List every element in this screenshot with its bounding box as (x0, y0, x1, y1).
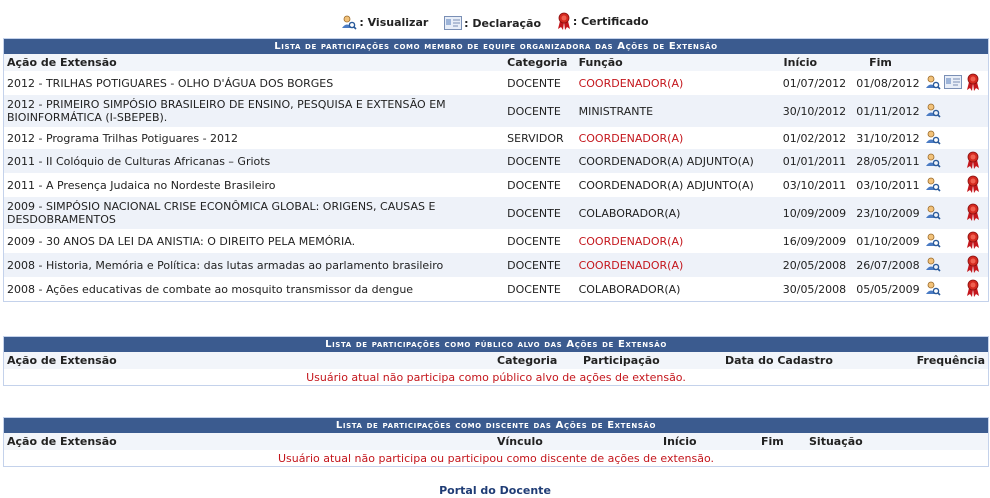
cell-acao: 2012 - Programa Trilhas Potiguares - 2012 (4, 127, 504, 149)
cell-actions (923, 197, 988, 229)
view-user-icon[interactable] (923, 232, 943, 251)
cell-categoria: DOCENTE (504, 253, 575, 277)
cell-acao: 2012 - PRIMEIRO SIMPÓSIO BRASILEIRO DE ENSINO, PESQUISA E EXTENSÃO EM BIOINFORMÁTICA (I-SBEPEB). (4, 95, 504, 127)
table-row (4, 173, 988, 197)
legend-certificado (557, 12, 649, 30)
legend-declaracao-label: : Declaração (464, 16, 542, 30)
col-fim: Fim (758, 433, 806, 450)
cell-funcao: COORDENADOR(A) (576, 253, 770, 277)
table-row (4, 71, 988, 95)
cell-funcao: COLABORADOR(A) (576, 277, 770, 301)
cell-funcao: COORDENADOR(A) (576, 229, 770, 253)
col-acao: Ação de Extensão (4, 352, 494, 369)
table-row (4, 197, 988, 229)
cell-inicio: 01/02/2012 (770, 127, 850, 149)
table-row (4, 229, 988, 253)
cell-acao: 2012 - TRILHAS POTIGUARES - OLHO D'ÁGUA DOS BORGES (4, 71, 504, 95)
col-categoria: Categoria (494, 352, 580, 369)
col-situacao: Situação (806, 433, 988, 450)
view-user-icon[interactable] (923, 129, 943, 148)
publico-table (4, 352, 988, 385)
portal-docente-link[interactable]: Portal do Docente (439, 484, 551, 497)
organizadora-caption: Lista de participações como membro de equipe organizadora das Ações de Extensão (4, 39, 988, 54)
cell-inicio: 30/10/2012 (770, 95, 850, 127)
discente-empty-message: Usuário atual não participa ou participou como discente de ações de extensão. (4, 450, 988, 466)
view-user-icon (341, 14, 357, 30)
cell-funcao: MINISTRANTE (576, 95, 770, 127)
cell-actions (923, 229, 988, 253)
discente-caption: Lista de participações como discente das Ações de Extensão (4, 418, 988, 433)
table-row (4, 127, 988, 149)
view-user-icon[interactable] (923, 152, 943, 171)
view-user-icon[interactable] (923, 102, 943, 121)
cell-funcao: COLABORADOR(A) (576, 197, 770, 229)
cell-fim: 01/08/2012 (849, 71, 922, 95)
view-user-icon[interactable] (923, 280, 943, 299)
cell-inicio: 01/01/2011 (770, 149, 850, 173)
cell-fim: 31/10/2012 (849, 127, 922, 149)
cell-actions (923, 149, 988, 173)
icon-legend (0, 12, 990, 33)
certificate-ribbon-icon[interactable] (963, 73, 983, 94)
col-vinculo: Vínculo (494, 433, 660, 450)
cell-fim: 01/10/2009 (849, 229, 922, 253)
cell-fim: 01/11/2012 (849, 95, 922, 127)
col-actions (923, 54, 988, 71)
cell-acao: 2008 - Historia, Memória e Política: das lutas armadas ao parlamento brasileiro (4, 253, 504, 277)
declaration-card-icon (444, 16, 462, 30)
discente-list (3, 417, 989, 467)
cell-categoria: DOCENTE (504, 149, 575, 173)
view-user-icon[interactable] (923, 256, 943, 275)
cell-acao: 2009 - 30 ANOS DA LEI DA ANISTIA: O DIREITO PELA MEMÓRIA. (4, 229, 504, 253)
col-data-cadastro: Data do Cadastro (722, 352, 890, 369)
certificate-ribbon-icon[interactable] (963, 203, 983, 224)
col-inicio: Início (660, 433, 758, 450)
cell-fim: 23/10/2009 (849, 197, 922, 229)
cell-inicio: 03/10/2011 (770, 173, 850, 197)
cell-inicio: 16/09/2009 (770, 229, 850, 253)
cell-funcao: COORDENADOR(A) ADJUNTO(A) (576, 173, 770, 197)
cell-funcao: COORDENADOR(A) (576, 127, 770, 149)
col-categoria: Categoria (504, 54, 575, 71)
cell-fim: 05/05/2009 (849, 277, 922, 301)
certificate-ribbon-icon (557, 12, 571, 30)
col-inicio: Início (770, 54, 850, 71)
legend-visualizar (341, 14, 428, 30)
cell-actions (923, 95, 988, 127)
cell-funcao: COORDENADOR(A) (576, 71, 770, 95)
cell-actions (923, 277, 988, 301)
cell-fim: 28/05/2011 (849, 149, 922, 173)
certificate-ribbon-icon[interactable] (963, 151, 983, 172)
publico-list (3, 336, 989, 386)
table-row (4, 253, 988, 277)
table-row (4, 149, 988, 173)
publico-empty-message: Usuário atual não participa como público alvo de ações de extensão. (4, 369, 988, 385)
cell-actions (923, 127, 988, 149)
view-user-icon[interactable] (923, 176, 943, 195)
discente-table (4, 433, 988, 466)
cell-acao: 2011 - A Presença Judaica no Nordeste Brasileiro (4, 173, 504, 197)
cell-funcao: COORDENADOR(A) ADJUNTO(A) (576, 149, 770, 173)
cell-actions (923, 173, 988, 197)
cell-categoria: DOCENTE (504, 95, 575, 127)
cell-actions (923, 71, 988, 95)
cell-categoria: SERVIDOR (504, 127, 575, 149)
cell-acao: 2008 - Ações educativas de combate ao mosquito transmissor da dengue (4, 277, 504, 301)
view-user-icon[interactable] (923, 204, 943, 223)
col-acao: Ação de Extensão (4, 54, 504, 71)
cell-fim: 26/07/2008 (849, 253, 922, 277)
certificate-ribbon-icon[interactable] (963, 255, 983, 276)
cell-inicio: 20/05/2008 (770, 253, 850, 277)
legend-declaracao (444, 16, 541, 30)
cell-categoria: DOCENTE (504, 229, 575, 253)
cell-actions (923, 253, 988, 277)
declaration-card-icon[interactable] (943, 75, 963, 92)
cell-categoria: DOCENTE (504, 71, 575, 95)
organizadora-table (4, 54, 988, 301)
publico-caption: Lista de participações como público alvo das Ações de Extensão (4, 337, 988, 352)
certificate-ribbon-icon[interactable] (963, 279, 983, 300)
col-acao: Ação de Extensão (4, 433, 494, 450)
certificate-ribbon-icon[interactable] (963, 175, 983, 196)
table-row (4, 95, 988, 127)
cell-inicio: 10/09/2009 (770, 197, 850, 229)
cell-categoria: DOCENTE (504, 197, 575, 229)
cell-inicio: 01/07/2012 (770, 71, 850, 95)
organizadora-list (3, 38, 989, 302)
col-participacao: Participação (580, 352, 722, 369)
cell-acao: 2009 - SIMPÓSIO NACIONAL CRISE ECONÔMICA GLOBAL: ORIGENS, CAUSAS E DESDOBRAMENTOS (4, 197, 504, 229)
col-frequencia: Frequência (890, 352, 988, 369)
cell-inicio: 30/05/2008 (770, 277, 850, 301)
col-funcao: Função (576, 54, 770, 71)
legend-visualizar-label: : Visualizar (359, 15, 429, 29)
table-row (4, 277, 988, 301)
col-fim: Fim (849, 54, 922, 71)
cell-categoria: DOCENTE (504, 277, 575, 301)
certificate-ribbon-icon[interactable] (963, 231, 983, 252)
legend-certificado-label: : Certificado (572, 14, 649, 28)
cell-fim: 03/10/2011 (849, 173, 922, 197)
cell-categoria: DOCENTE (504, 173, 575, 197)
view-user-icon[interactable] (923, 74, 943, 93)
cell-acao: 2011 - II Colóquio de Culturas Africanas – Griots (4, 149, 504, 173)
